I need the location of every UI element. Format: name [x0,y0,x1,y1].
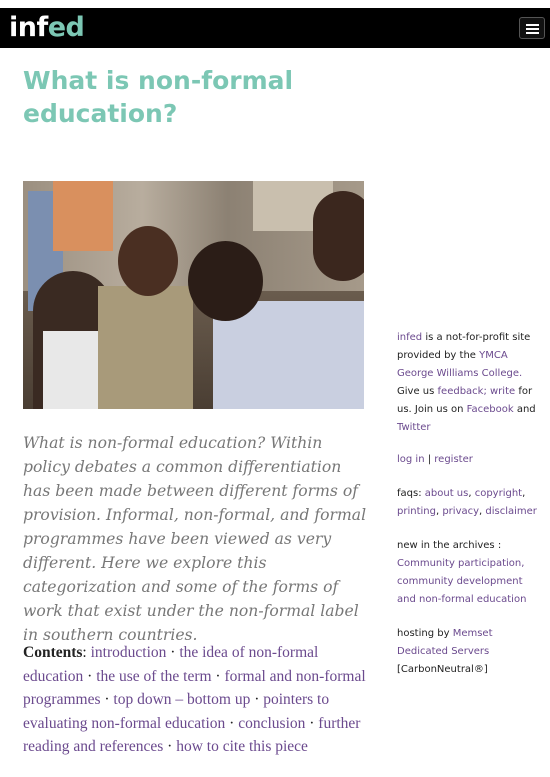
login-link[interactable]: log in [397,454,425,465]
contents-label: Contents [23,644,83,661]
ymca-link[interactable]: YMCA George Williams College. [397,350,523,379]
logo-text-inf: inf [9,12,48,43]
faq-about-link[interactable]: about us [424,488,469,499]
sidebar-account: log in | register [397,454,473,465]
carbon-neutral-badge: [CarbonNeutral®] [397,664,488,675]
toc-link-introduction[interactable]: introduction [90,644,167,661]
sidebar-archives [397,537,542,609]
memset-link[interactable]: Memset Dedicated Servers [397,628,493,657]
hero-photo [23,181,364,409]
sidebar-about: infed is a not-for-profit site provided by the YMCA George Williams College. Give us feedback; write for us. Join us on Facebook and Twitter [397,332,536,433]
infed-link[interactable]: infed [397,332,423,343]
archive-link-community-development[interactable]: community development and non-formal education [397,576,527,605]
facebook-link[interactable]: Facebook [466,404,514,415]
sidebar-hosting: hosting by Memset Dedicated Servers [CarbonNeutral®] [397,628,493,675]
archives-label: new in the archives : [397,540,502,551]
faq-copyright-link[interactable]: copyright [474,488,523,499]
toc-link-cite[interactable]: how to cite this piece [176,738,308,755]
archive-link-community-participation[interactable]: Community participation, [397,558,525,569]
faq-privacy-link[interactable]: privacy [442,506,480,517]
site-logo[interactable] [9,11,84,45]
toc-link-further-reading[interactable]: further reading and references [23,714,361,755]
feedback-link[interactable]: feedback; write [437,386,516,397]
toc-link-top-down[interactable]: top down – bottom up [113,691,251,708]
toc-link-conclusion[interactable]: conclusion [238,714,306,732]
sidebar-faqs: faqs: about us, copyright, printing, privacy, disclaimer [397,488,537,517]
top-bar [0,8,550,48]
table-of-contents: Contents: introduction · the idea of non-formal education · the use of the term · formal and non-formal programmes · top down – bottom up · pointers to evaluating non-formal education · conclusion · further reading and references · how to cite this piece [23,644,366,755]
faq-disclaimer-link[interactable]: disclaimer [485,506,537,517]
register-link[interactable]: register [434,454,473,465]
article-intro: What is non-formal education? Within policy debates a common differentiation has been made between different forms of provision. Informal, non-formal, and formal programmes have been viewed as very different. Here we explore this categorization and some of the forms of work that exist under the non-formal label in southern countries. [23,434,367,644]
logo-text-ed: ed [47,12,85,43]
toc-link-formal-nonformal[interactable]: formal and non-formal programmes [23,667,366,708]
hamburger-menu-icon[interactable] [519,17,545,39]
page-title: What is non-formal education? [23,66,294,128]
twitter-link[interactable]: Twitter [397,422,431,433]
toc-link-idea[interactable]: the idea of non-formal education [23,644,319,685]
toc-link-use-of-term[interactable]: the use of the term [96,667,212,685]
toc-link-evaluating[interactable]: pointers to evaluating non-formal education [23,691,330,732]
faq-printing-link[interactable]: printing [397,506,436,517]
